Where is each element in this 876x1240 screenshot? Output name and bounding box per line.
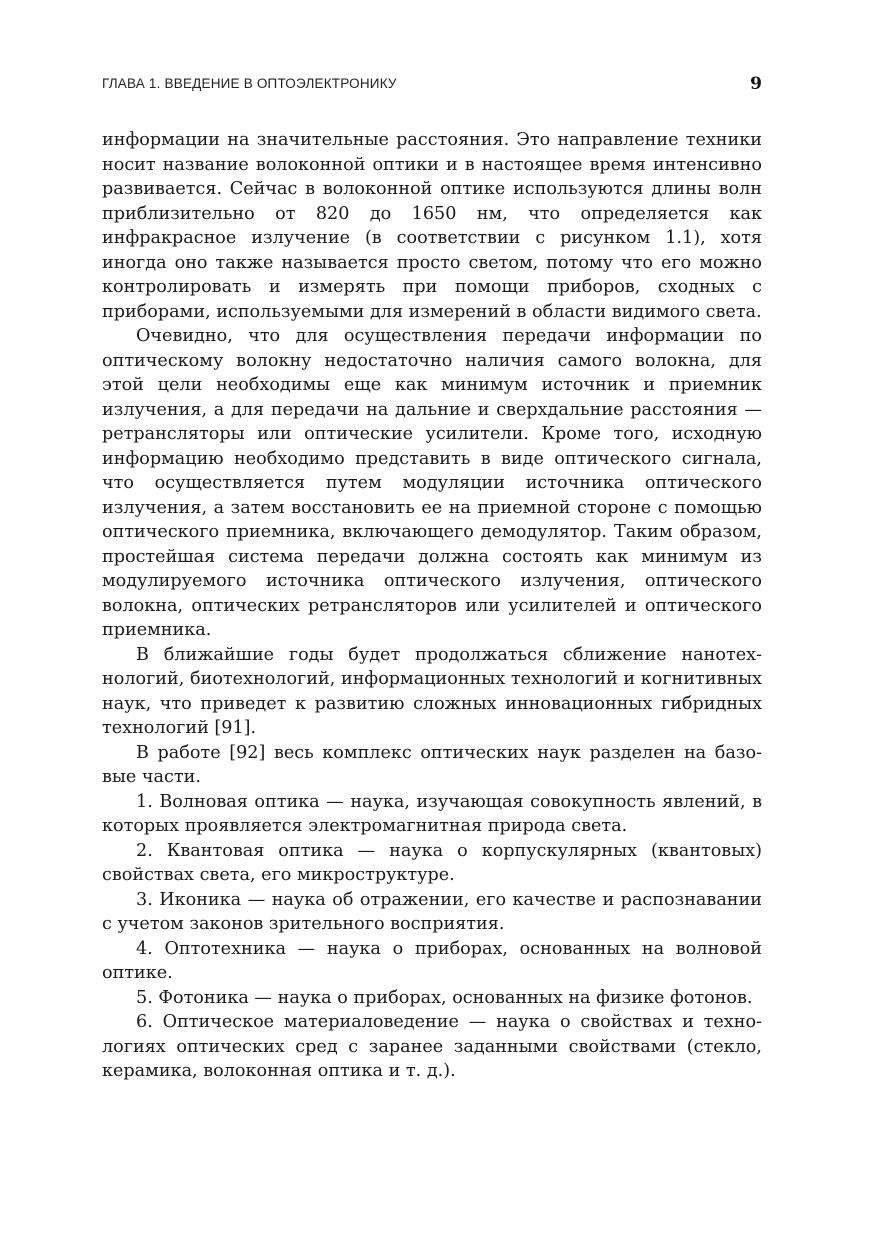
list-item-optotechnics: 4. Оптотехника — наука о приборах, основанных на волновой оптике.	[102, 938, 762, 983]
paragraph-optics-classification: В работе [92] весь комплекс оптических наук разделен на базовые части.	[102, 742, 762, 787]
list-item-wave-optics: 1. Волновая оптика — наука, изучающая совокупность явлений, в которых проявляется электромагнитная природа света.	[102, 791, 762, 836]
list-item-quantum-optics: 2. Квантовая оптика — наука о корпускулярных (квантовых) свойствах света, его микроструктуре.	[102, 840, 762, 885]
paragraph-technology-convergence: В ближайшие годы будет продолжаться сближение нанотехнологий, биотехнологий, информационных технологий и когнитивных наук, что приведет к развитию сложных инновационных гибридных технологий [91].	[102, 644, 762, 738]
list-item-iconics: 3. Иконика — наука об отражении, его качестве и распознавании с учетом законов зрительного восприятия.	[102, 889, 762, 934]
list-item-optical-materials: 6. Оптическое материаловедение — наука о свойствах и технологиях оптических сред с заранее заданными свойствами (стекло, керамика, волоконная оптика и т. д.).	[102, 1012, 762, 1081]
body-text	[102, 128, 762, 1084]
paragraph-transmission-system: Очевидно, что для осуществления передачи информации по оптическому волокну недостаточно наличия самого волокна, для этой цели необходимы еще как минимум источник и приемник излучения, а для передачи на дальние и сверхдальние расстояния — ретрансляторы или оптические усилители. Кроме того, исходную информацию необходимо представить в виде оптического сигнала, что осуществляется путем модуляции источника оптического излучения, а затем восстановить ее на приемной стороне с помощью оптического приемника, включающего демодулятор. Таким образом, простейшая система передачи должна состоять как минимум из модулируемого источника оптического излучения, оптического волокна, оптических ретрансляторов или усилителей и оптического приемника.	[102, 326, 762, 640]
paragraph-continuation: информации на значительные расстояния. Это направление техники носит название волоконной оптики и в настоящее время интенсивно развивается. Сейчас в волоконной оптике используются длины волн приблизительно от 820 до 1650 нм, что определяется как инфракрасное излучение (в соответствии с рисунком 1.1), хотя иногда оно также называется просто светом, потому что его можно контролировать и измерять при помощи приборов, сходных с приборами, используемыми для измерений в области видимого света.	[102, 130, 762, 322]
page-number: 9	[750, 74, 762, 94]
chapter-title: ГЛАВА 1. ВВЕДЕНИЕ В ОПТОЭЛЕКТРОНИКУ	[102, 76, 397, 91]
running-head	[102, 74, 762, 98]
list-item-photonics: 5. Фотоника — наука о приборах, основанных на физике фотонов.	[136, 987, 753, 1008]
